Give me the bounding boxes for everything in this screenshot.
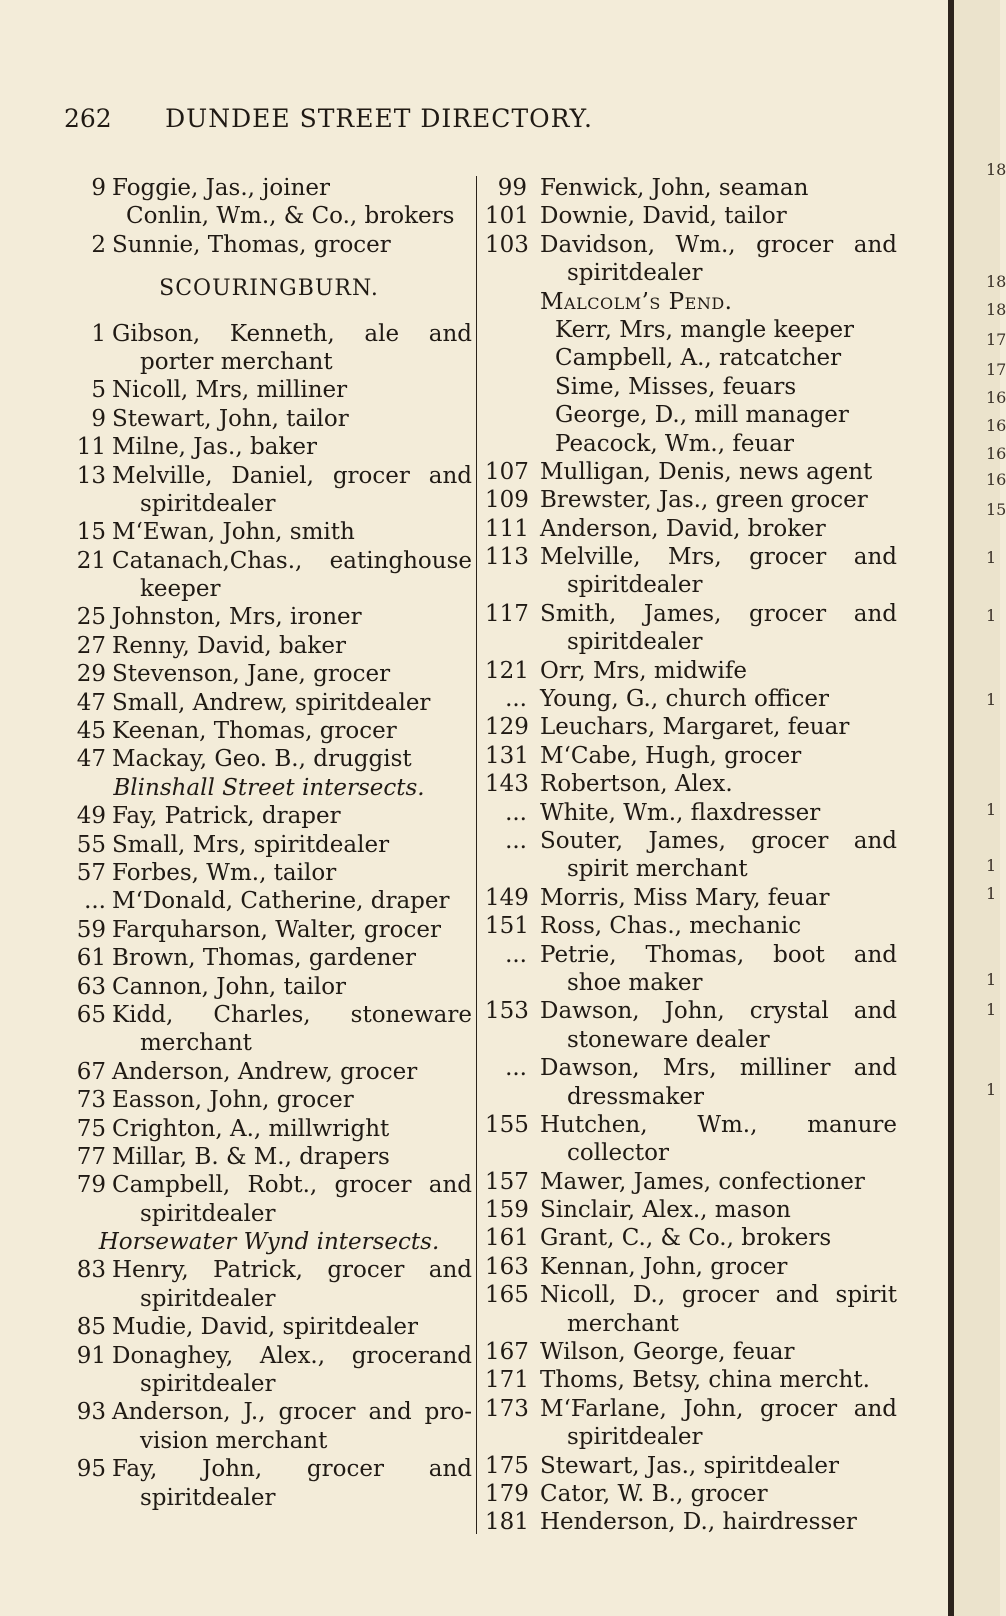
directory-entry	[66, 1342, 472, 1370]
spacer	[66, 304, 472, 320]
entry-text: Leuchars, Margaret, feuar	[540, 714, 850, 741]
directory-entry	[485, 515, 897, 543]
house-number: 153	[485, 998, 529, 1025]
entry-text: spiritdealer	[567, 629, 703, 656]
house-number: 129	[485, 714, 529, 741]
adjacent-page-fragment: 16	[986, 416, 1006, 435]
house-number: 27	[76, 632, 106, 659]
house-number: 1	[91, 320, 106, 347]
adjacent-page-fragment: 18	[986, 160, 1006, 179]
house-number: 171	[485, 1367, 529, 1394]
entry-text: Petrie, Thomas, boot and	[540, 941, 897, 968]
house-number: 2	[91, 231, 106, 258]
entry-text: Millar, B. & M., drapers	[112, 1143, 390, 1170]
house-number: 165	[485, 1282, 529, 1309]
spacer	[66, 259, 472, 275]
entry-text: Keenan, Thomas, grocer	[112, 718, 397, 745]
entry-text: spiritdealer	[140, 1285, 276, 1312]
house-number: ...	[505, 686, 527, 713]
entry-text: Gibson, Kenneth, ale and	[112, 320, 472, 347]
house-number: 91	[76, 1342, 106, 1369]
directory-entry	[485, 458, 897, 486]
entry-text: George, D., mill manager	[555, 402, 849, 429]
entry-text: spiritdealer	[567, 572, 703, 599]
entry-text: dressmaker	[567, 1083, 705, 1110]
house-number: ...	[84, 888, 106, 915]
entry-text: spiritdealer	[567, 1424, 703, 1451]
directory-entry	[485, 1452, 897, 1480]
directory-entry	[485, 742, 897, 770]
adjacent-page-fragment: 18	[986, 300, 1006, 319]
directory-entry	[66, 575, 472, 603]
house-number: 9	[91, 405, 106, 432]
directory-entry	[485, 1054, 897, 1082]
directory-entry	[66, 1484, 472, 1512]
directory-entry	[66, 1398, 472, 1426]
directory-entry	[485, 1111, 897, 1139]
house-number: 45	[76, 718, 106, 745]
house-number: 9	[91, 175, 106, 201]
directory-entry	[485, 1083, 897, 1111]
directory-entry	[485, 685, 897, 713]
house-number: 63	[76, 973, 106, 1000]
adjacent-page-fragment: 17	[986, 360, 1006, 379]
house-number: 55	[76, 831, 106, 858]
directory-entry	[485, 1310, 897, 1338]
intersection-note	[66, 1228, 472, 1256]
entry-text: Brown, Thomas, gardener	[112, 945, 416, 972]
directory-entry	[485, 855, 897, 883]
directory-entry	[66, 376, 472, 404]
entry-text: Malcolm’s Pend.	[540, 288, 733, 315]
page-number: 262	[64, 104, 112, 133]
house-number: 99	[497, 175, 527, 201]
directory-entry	[485, 1139, 897, 1167]
house-number: 95	[76, 1456, 106, 1483]
entry-text: Stewart, John, tailor	[112, 405, 349, 432]
house-number: 75	[76, 1115, 106, 1142]
house-number: 11	[76, 434, 106, 461]
directory-entry	[66, 1200, 472, 1228]
directory-entry	[485, 259, 897, 287]
house-number: 103	[485, 231, 529, 258]
entry-text: Nicoll, Mrs, milliner	[112, 377, 348, 404]
directory-entry	[485, 997, 897, 1025]
house-number: 83	[76, 1257, 106, 1284]
directory-entry	[485, 571, 897, 599]
directory-entry	[485, 401, 897, 429]
entry-text: porter merchant	[140, 348, 333, 375]
entry-text: Small, Mrs, spiritdealer	[112, 831, 390, 858]
directory-entry	[485, 486, 897, 514]
entry-text: M‘Ewan, John, smith	[112, 519, 355, 546]
entry-text: shoe maker	[567, 969, 703, 996]
house-number: 143	[485, 771, 529, 798]
directory-entry	[66, 202, 472, 230]
directory-entry	[66, 1285, 472, 1313]
running-header	[64, 104, 694, 144]
directory-entry	[485, 770, 897, 798]
house-number: 77	[76, 1143, 106, 1170]
house-number: 161	[485, 1225, 529, 1252]
entry-text: Fenwick, John, seaman	[540, 175, 809, 201]
entry-text: Farquharson, Walter, grocer	[112, 916, 441, 943]
directory-entry	[485, 202, 897, 230]
house-number: 111	[485, 515, 529, 542]
directory-entry	[66, 1427, 472, 1455]
directory-entry	[485, 799, 897, 827]
house-number: 57	[76, 859, 106, 886]
entry-text: Hutchen, Wm., manure	[540, 1111, 897, 1138]
house-number: 47	[76, 746, 106, 773]
entry-text: White, Wm., flaxdresser	[540, 799, 821, 826]
adjacent-page-fragment: 16	[986, 470, 1006, 489]
house-number: ...	[505, 827, 527, 854]
entry-text: Robertson, Alex.	[540, 771, 733, 798]
entry-text: Sinclair, Alex., mason	[540, 1197, 791, 1224]
entry-text: Orr, Mrs, midwife	[540, 657, 747, 684]
adjacent-page-fragment: 1	[986, 1080, 997, 1099]
entry-text: collector	[567, 1140, 670, 1167]
directory-entry	[485, 373, 897, 401]
directory-entry	[485, 1026, 897, 1054]
directory-entry	[66, 1029, 472, 1057]
house-number: 131	[485, 742, 529, 769]
directory-entry	[66, 1171, 472, 1199]
directory-entry	[485, 912, 897, 940]
entry-text: merchant	[567, 1310, 679, 1337]
directory-entry	[485, 543, 897, 571]
directory-entry	[485, 1480, 897, 1508]
directory-entry	[485, 713, 897, 741]
house-number: 49	[76, 803, 106, 830]
directory-entry	[66, 433, 472, 461]
house-number: 149	[485, 884, 529, 911]
house-number: 101	[485, 203, 529, 230]
directory-entry	[66, 490, 472, 518]
entry-text: Sunnie, Thomas, grocer	[112, 231, 391, 258]
directory-entry	[485, 657, 897, 685]
adjacent-page-fragment: 1	[986, 690, 997, 709]
house-number: 155	[485, 1111, 529, 1138]
directory-entry	[66, 689, 472, 717]
entry-text: Kerr, Mrs, mangle keeper	[555, 316, 855, 343]
adjacent-page-edge	[954, 0, 1006, 1616]
entry-text: Nicoll, D., grocer and spirit	[540, 1282, 897, 1309]
directory-entry	[66, 518, 472, 546]
intersection-note	[66, 774, 472, 802]
entry-text: Melville, Mrs, grocer and	[540, 544, 897, 571]
adjacent-page-fragment: 1	[986, 1000, 997, 1019]
directory-entry	[66, 887, 472, 915]
entry-text: Campbell, A., ratcatcher	[555, 345, 842, 372]
street-heading	[66, 275, 472, 303]
entry-text: Dawson, John, crystal and	[540, 998, 897, 1025]
house-number: 21	[76, 547, 106, 574]
house-number: 85	[76, 1314, 106, 1341]
entry-text: vision merchant	[140, 1427, 328, 1454]
entry-text: Mulligan, Denis, news agent	[540, 458, 873, 485]
directory-entry	[66, 973, 472, 1001]
directory-entry	[485, 316, 897, 344]
adjacent-page-fragment: 1	[986, 606, 997, 625]
directory-entry	[66, 1256, 472, 1284]
entry-text: Anderson, Andrew, grocer	[112, 1058, 418, 1085]
directory-entry	[485, 827, 897, 855]
entry-text: Mawer, James, confectioner	[540, 1168, 865, 1195]
entry-text: Souter, James, grocer and	[540, 827, 897, 854]
adjacent-page-fragment: 16	[986, 444, 1006, 463]
entry-text: Forbes, Wm., tailor	[112, 859, 337, 886]
entry-text: Mudie, David, spiritdealer	[112, 1314, 419, 1341]
adjacent-page-fragment: 17	[986, 330, 1006, 349]
directory-entry	[485, 1281, 897, 1309]
entry-text: Downie, David, tailor	[540, 203, 787, 230]
entry-text: Conlin, Wm., & Co., brokers	[126, 203, 455, 230]
directory-entry	[66, 632, 472, 660]
directory-entry	[485, 884, 897, 912]
directory-entry	[485, 600, 897, 628]
directory-entry	[66, 462, 472, 490]
entry-text: Grant, C., & Co., brokers	[540, 1225, 832, 1252]
entry-text: Catanach,Chas., eatinghouse	[112, 547, 472, 574]
directory-entry	[66, 859, 472, 887]
directory-entry	[66, 916, 472, 944]
house-number: 73	[76, 1087, 106, 1114]
entry-text: spiritdealer	[140, 1484, 276, 1511]
adjacent-page-fragment: 16	[986, 388, 1006, 407]
column-divider	[476, 176, 477, 1534]
directory-entry	[66, 405, 472, 433]
adjacent-page-fragment: 1	[986, 970, 997, 989]
entry-text: Mackay, Geo. B., druggist	[112, 746, 412, 773]
adjacent-page-fragment: 1	[986, 856, 997, 875]
entry-text: M‘Cabe, Hugh, grocer	[540, 742, 802, 769]
house-number: 179	[485, 1480, 529, 1507]
house-number: 157	[485, 1168, 529, 1195]
entry-text: M‘Farlane, John, grocer and	[540, 1395, 897, 1422]
entry-text: spiritdealer	[140, 1371, 276, 1398]
entry-text: Easson, John, grocer	[112, 1087, 354, 1114]
directory-entry	[66, 174, 472, 202]
directory-entry	[66, 348, 472, 376]
entry-text: M‘Donald, Catherine, draper	[112, 888, 450, 915]
directory-entry	[485, 1196, 897, 1224]
house-number: 79	[76, 1172, 106, 1199]
entry-text: SCOURINGBURN.	[159, 276, 379, 302]
entry-text: stoneware dealer	[567, 1026, 770, 1053]
directory-entry	[485, 969, 897, 997]
directory-entry	[485, 1508, 897, 1536]
house-number: 117	[485, 600, 529, 627]
directory-entry	[485, 1224, 897, 1252]
house-number: 61	[76, 945, 106, 972]
directory-entry	[66, 603, 472, 631]
directory-entry	[485, 1423, 897, 1451]
house-number: 107	[485, 458, 529, 485]
directory-entry	[485, 430, 897, 458]
directory-entry	[66, 745, 472, 773]
left-column	[66, 174, 472, 1512]
entry-text: Johnston, Mrs, ironer	[112, 604, 362, 631]
directory-entry	[66, 660, 472, 688]
directory-entry	[66, 1313, 472, 1341]
entry-text: Smith, James, grocer and	[540, 600, 897, 627]
right-column	[485, 174, 897, 1537]
house-number: ...	[505, 1055, 527, 1082]
directory-entry	[485, 231, 897, 259]
directory-entry	[66, 1058, 472, 1086]
directory-entry	[66, 1001, 472, 1029]
house-number: 181	[485, 1509, 529, 1536]
entry-text: Small, Andrew, spiritdealer	[112, 689, 431, 716]
house-number: 167	[485, 1339, 529, 1366]
entry-text: Peacock, Wm., feuar	[555, 430, 794, 457]
entry-text: Cannon, John, tailor	[112, 973, 347, 1000]
directory-entry	[66, 944, 472, 972]
directory-entry	[66, 1370, 472, 1398]
house-number: 15	[76, 519, 106, 546]
entry-text: Crighton, A., millwright	[112, 1115, 390, 1142]
entry-text: Campbell, Robt., grocer and	[112, 1172, 472, 1199]
house-number: 47	[76, 689, 106, 716]
directory-entry	[485, 628, 897, 656]
house-number: 109	[485, 487, 529, 514]
entry-text: Melville, Daniel, grocer and	[112, 462, 472, 489]
entry-text: Foggie, Jas., joiner	[112, 175, 331, 201]
entry-text: Henderson, D., hairdresser	[540, 1509, 857, 1536]
entry-text: Horsewater Wynd intersects.	[98, 1229, 440, 1256]
entry-text: merchant	[140, 1030, 252, 1057]
directory-entry	[66, 802, 472, 830]
entry-text: spirit merchant	[567, 856, 748, 883]
adjacent-page-fragment: 1	[986, 800, 997, 819]
entry-text: Fay, Patrick, draper	[112, 803, 341, 830]
house-number: 163	[485, 1253, 529, 1280]
entry-text: Wilson, George, feuar	[540, 1339, 795, 1366]
entry-text: spiritdealer	[140, 1200, 276, 1227]
adjacent-page-fragment: 18	[986, 272, 1006, 291]
house-number: 65	[76, 1001, 106, 1028]
entry-text: Davidson, Wm., grocer and	[540, 231, 897, 258]
entry-text: Stewart, Jas., spiritdealer	[540, 1452, 840, 1479]
directory-entry	[66, 1455, 472, 1483]
entry-text: Cator, W. B., grocer	[540, 1480, 768, 1507]
house-number: 5	[91, 377, 106, 404]
entry-text: Thoms, Betsy, china mercht.	[540, 1367, 870, 1394]
house-number: 25	[76, 604, 106, 631]
entry-text: Young, G., church officer	[540, 686, 830, 713]
house-number: 151	[485, 913, 529, 940]
entry-text: spiritdealer	[567, 260, 703, 287]
entry-text: keeper	[140, 576, 221, 603]
house-number: 175	[485, 1452, 529, 1479]
running-title: DUNDEE STREET DIRECTORY.	[165, 104, 593, 133]
house-number: 29	[76, 661, 106, 688]
entry-text: spiritdealer	[140, 490, 276, 517]
entry-text: Morris, Miss Mary, feuar	[540, 884, 830, 911]
directory-entry	[485, 1395, 897, 1423]
entry-text: Henry, Patrick, grocer and	[112, 1257, 472, 1284]
house-number: ...	[505, 941, 527, 968]
entry-text: Sime, Misses, feuars	[555, 373, 797, 400]
house-number: 159	[485, 1197, 529, 1224]
entry-text: Renny, David, baker	[112, 632, 346, 659]
house-number: ...	[505, 799, 527, 826]
entry-text: Blinshall Street intersects.	[113, 774, 425, 801]
entry-text: Brewster, Jas., green grocer	[540, 487, 868, 514]
entry-text: Stevenson, Jane, grocer	[112, 661, 391, 688]
house-number: 67	[76, 1058, 106, 1085]
directory-entry	[485, 941, 897, 969]
adjacent-page-fragment: 1	[986, 884, 997, 903]
entry-text: Milne, Jas., baker	[112, 434, 317, 461]
directory-entry	[66, 831, 472, 859]
directory-entry	[485, 174, 897, 202]
house-number: 59	[76, 916, 106, 943]
directory-entry	[66, 1115, 472, 1143]
entry-text: Fay, John, grocer and	[112, 1456, 472, 1483]
entry-text: Kennan, John, grocer	[540, 1253, 788, 1280]
directory-entry	[485, 1366, 897, 1394]
directory-entry	[485, 1338, 897, 1366]
directory-entry	[485, 344, 897, 372]
entry-text: Ross, Chas., mechanic	[540, 913, 802, 940]
entry-text: Dawson, Mrs, milliner and	[540, 1055, 897, 1082]
directory-entry	[66, 320, 472, 348]
directory-entry	[66, 1086, 472, 1114]
adjacent-page-fragment: 1	[986, 548, 997, 567]
entry-text: Anderson, David, broker	[540, 515, 826, 542]
house-number: 113	[485, 544, 529, 571]
house-number: 173	[485, 1395, 529, 1422]
directory-entry	[485, 1168, 897, 1196]
directory-entry	[66, 547, 472, 575]
adjacent-page-fragment: 15	[986, 500, 1006, 519]
entry-text: Donaghey, Alex., grocerand	[112, 1342, 472, 1369]
entry-text: Kidd, Charles, stoneware	[112, 1001, 472, 1028]
entry-text: Anderson, J., grocer and pro-	[112, 1399, 472, 1426]
directory-entry	[66, 1143, 472, 1171]
close-heading	[485, 288, 897, 316]
directory-entry	[66, 717, 472, 745]
house-number: 13	[76, 462, 106, 489]
directory-entry	[485, 1253, 897, 1281]
house-number: 121	[485, 657, 529, 684]
house-number: 93	[76, 1399, 106, 1426]
directory-entry	[66, 231, 472, 259]
